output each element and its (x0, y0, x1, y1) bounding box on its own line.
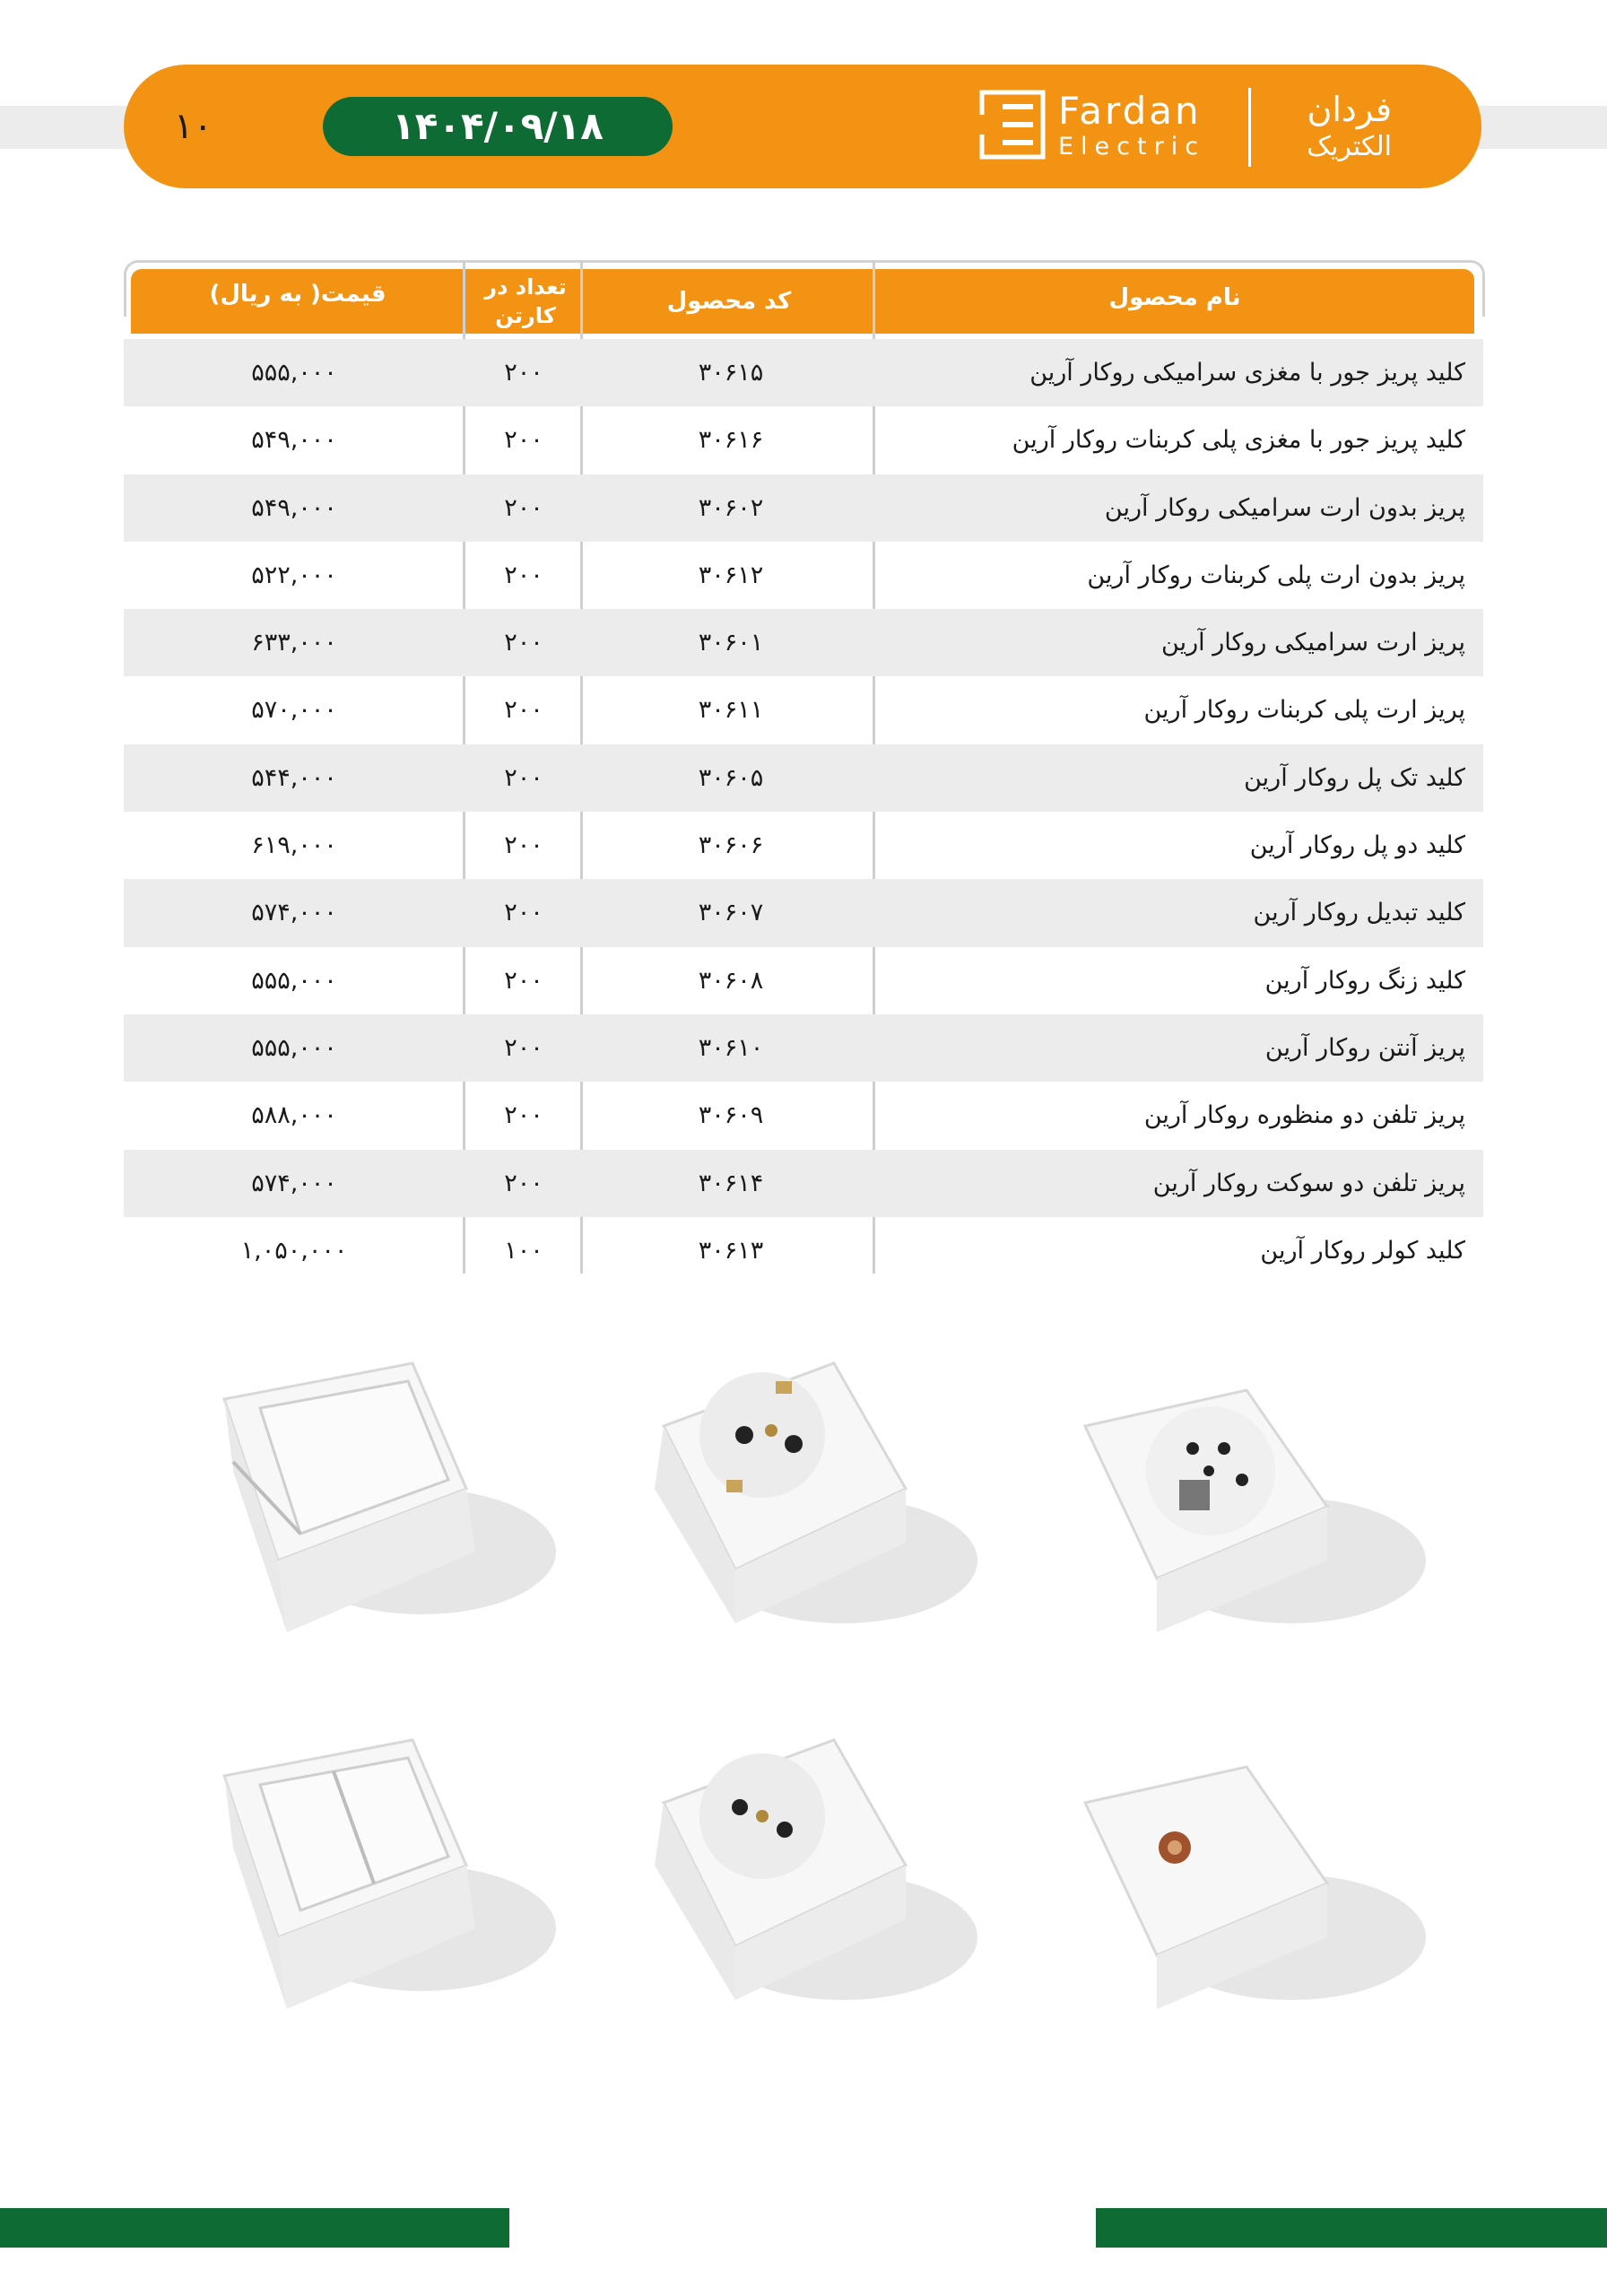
logo-fa-line2: الکتریک (1307, 131, 1392, 162)
logo-en-line1: Fardan (1058, 89, 1202, 133)
carton-qty: ۲۰۰ (504, 899, 543, 927)
product-price: ۵۷۴,۰۰۰ (251, 899, 337, 927)
product-code: ۳۰۶۱۱ (698, 696, 764, 725)
header-code (585, 269, 873, 334)
footer-bar-left (0, 2208, 509, 2248)
product-name: پریز تلفن دو منظوره روکار آرین (1143, 1101, 1465, 1130)
table-body (124, 339, 1483, 1284)
date-badge: ۱۴۰۴/۰۹/۱۸ (323, 97, 673, 156)
carton-qty: ۲۰۰ (504, 493, 543, 522)
carton-qty: ۲۰۰ (504, 1169, 543, 1197)
product-code: ۳۰۶۰۵ (698, 763, 764, 792)
carton-qty: ۱۰۰ (504, 1236, 543, 1265)
product-name: پریز بدون ارت پلی کربنات روکار آرین (1087, 561, 1465, 589)
table-header (131, 269, 1474, 334)
table-row (124, 1082, 1483, 1149)
product-code: ۳۰۶۰۲ (698, 493, 764, 522)
header-name-label: نام محصول (1108, 284, 1241, 311)
product-code: ۳۰۶۱۵ (698, 359, 764, 387)
product-gallery (179, 1345, 1453, 2108)
product-name: کلید تک پل روکار آرین (1244, 763, 1465, 792)
product-price: ۵۴۴,۰۰۰ (251, 763, 337, 792)
product-price: ۵۴۹,۰۰۰ (251, 426, 337, 455)
product-name: کلید زنگ روکار آرین (1264, 966, 1465, 995)
page-number: ۱۰ (174, 106, 213, 147)
product-price: ۱,۰۵۰,۰۰۰ (240, 1236, 348, 1265)
product-price: ۵۵۵,۰۰۰ (251, 359, 337, 387)
product-code: ۳۰۶۱۳ (698, 1236, 764, 1265)
product-code: ۳۰۶۱۶ (698, 426, 764, 455)
carton-qty: ۲۰۰ (504, 1033, 543, 1062)
table-row (124, 474, 1483, 542)
carton-qty: ۲۰۰ (504, 696, 543, 725)
header-qty-line1: تعداد در (484, 274, 567, 300)
price-table (124, 260, 1483, 1274)
product-code: ۳۰۶۱۰ (698, 1033, 764, 1062)
product-code: ۳۰۶۰۷ (698, 899, 764, 927)
product-price: ۵۸۸,۰۰۰ (251, 1101, 337, 1130)
product-price: ۵۷۴,۰۰۰ (251, 1169, 337, 1197)
table-row (124, 609, 1483, 676)
table-row (124, 339, 1483, 406)
product-code: ۳۰۶۰۸ (698, 966, 764, 995)
header-price (131, 269, 465, 334)
table-row (124, 1014, 1483, 1082)
carton-qty: ۲۰۰ (504, 426, 543, 455)
logo-mark-icon (979, 90, 1046, 160)
table-row (124, 879, 1483, 946)
table-row (124, 744, 1483, 812)
antenna-socket-image (1067, 1722, 1426, 2063)
logo-divider (1248, 88, 1251, 167)
product-name: پریز ارت سرامیکی روکار آرین (1161, 629, 1465, 657)
single-switch-image (197, 1345, 556, 1686)
product-price: ۵۲۲,۰۰۰ (251, 561, 337, 589)
product-name: پریز آنتن روکار آرین (1264, 1033, 1465, 1062)
double-switch-image (197, 1722, 556, 2063)
header-name (875, 269, 1474, 334)
header-qty (468, 269, 583, 337)
table-row (124, 1217, 1483, 1284)
product-name: کلید پریز جور با مغزی پلی کربنات روکار آرین (1012, 426, 1465, 455)
carton-qty: ۲۰۰ (504, 629, 543, 657)
carton-qty: ۲۰۰ (504, 1101, 543, 1130)
product-price: ۵۵۵,۰۰۰ (251, 966, 337, 995)
product-name: کلید تبدیل روکار آرین (1253, 899, 1465, 927)
table-row (124, 1150, 1483, 1217)
header-code-label: کد محصول (666, 288, 792, 315)
carton-qty: ۲۰۰ (504, 966, 543, 995)
table-row (124, 542, 1483, 609)
carton-qty: ۲۰۰ (504, 561, 543, 589)
page-header (124, 65, 1481, 188)
header-price-label: قیمت( به ریال) (209, 281, 387, 308)
product-name: پریز تلفن دو سوکت روکار آرین (1152, 1169, 1465, 1197)
logo-en-line2: Electric (1058, 133, 1206, 161)
carton-qty: ۲۰۰ (504, 763, 543, 792)
product-name: کلید پریز جور با مغزی سرامیکی روکار آرین (1029, 359, 1465, 387)
product-code: ۳۰۶۱۲ (698, 561, 764, 589)
product-name: کلید دو پل روکار آرین (1249, 831, 1465, 860)
product-price: ۵۵۵,۰۰۰ (251, 1033, 337, 1062)
table-row (124, 812, 1483, 879)
logo-persian (1261, 88, 1392, 163)
carton-qty: ۲۰۰ (504, 359, 543, 387)
product-price: ۶۳۳,۰۰۰ (251, 629, 337, 657)
header-qty-line2: کارتن (495, 303, 556, 328)
product-code: ۳۰۶۰۹ (698, 1101, 764, 1130)
table-row (124, 406, 1483, 474)
product-code: ۳۰۶۱۴ (698, 1169, 764, 1197)
product-name: پریز بدون ارت سرامیکی روکار آرین (1104, 493, 1465, 522)
product-price: ۵۴۹,۰۰۰ (251, 493, 337, 522)
footer-bar-right (1096, 2208, 1607, 2248)
logo-fa-line1: فردان (1307, 90, 1392, 129)
product-code: ۳۰۶۰۶ (698, 831, 764, 860)
table-row (124, 947, 1483, 1014)
brand-logo (979, 88, 1392, 167)
logo-english (1058, 90, 1205, 161)
socket-image (628, 1722, 986, 2063)
product-name: پریز ارت پلی کربنات روکار آرین (1143, 696, 1465, 725)
product-code: ۳۰۶۰۱ (698, 629, 764, 657)
product-price: ۵۷۰,۰۰۰ (251, 696, 337, 725)
product-price: ۶۱۹,۰۰۰ (251, 831, 337, 860)
carton-qty: ۲۰۰ (504, 831, 543, 860)
earthed-socket-image (628, 1345, 986, 1686)
table-row (124, 676, 1483, 744)
product-name: کلید کولر روکار آرین (1260, 1236, 1465, 1265)
telephone-socket-image (1067, 1345, 1426, 1686)
